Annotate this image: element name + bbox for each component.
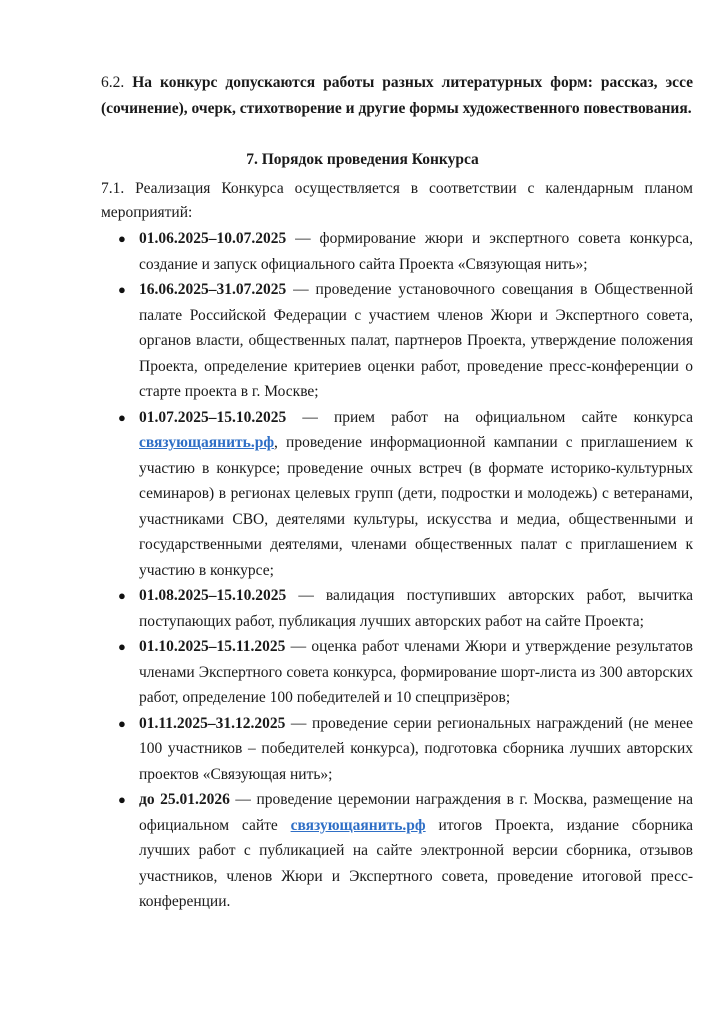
event-description-cont: итогов Проекта, издание сборника лучших работ с публикацией на сайте электронной версии сборника, отзывов участников, членов Жюри и Экспертного совета, проведение итоговой пресс-конференции. — [139, 816, 694, 910]
event-dates: до 25.01.2026 — [139, 791, 230, 808]
event-description: — оценка работ членами Жюри и утверждение результатов членами Экспертного совета конкурса, формирование шорт-листа из 300 авторских работ, определение 100 победителей и 10 спецпризёров; — [139, 638, 693, 706]
event-description: — проведение серии региональных награждений (не менее 100 участников – победителей конкурса), подготовка сборника лучших авторских проектов «Связующая нить»; — [139, 714, 693, 783]
event-dates: 16.06.2025–31.07.2025 — [139, 281, 287, 298]
list-item — [101, 711, 693, 788]
list-item — [101, 634, 693, 711]
list-item — [101, 405, 693, 584]
event-description: — формирование жюри и экспертного совета конкурса, создание и запуск официального сайта Проекта «Связующая нить»; — [139, 230, 693, 273]
paragraph-6-2 — [101, 70, 693, 122]
event-dates: 01.07.2025–15.10.2025 — [139, 408, 287, 426]
event-dates: 01.08.2025–15.10.2025 — [139, 587, 287, 604]
event-dates: 01.10.2025–15.11.2025 — [139, 638, 286, 655]
event-dates: 01.11.2025–31.12.2025 — [139, 714, 286, 732]
list-item — [101, 787, 693, 915]
list-item — [101, 226, 693, 277]
event-dates: 01.06.2025–10.07.2025 — [139, 230, 287, 247]
paragraph-7-1: 7.1. Реализация Конкурса осуществляется в соответствии с календарным планом мероприятий: — [101, 180, 693, 221]
event-description: — прием работ на официальном сайте конкурса — [286, 408, 693, 426]
paragraph-6-2-text: На конкурс допускаются работы разных литературных форм: рассказ, эссе (сочинение), очерк, стихотворение и другие формы художественного повествования. — [101, 74, 694, 117]
website-link[interactable]: связующаянить.рф — [290, 816, 426, 834]
event-description: — проведение церемонии награждения в г. Москва, размещение на официальном сайте — [139, 791, 693, 834]
paragraph-6-2-number: 6.2. — [101, 74, 125, 91]
event-description: — проведение установочного совещания в Общественной палате Российской Федерации с участием членов Жюри и Экспертного совета, органов власти, общественных палат, партнеров Проекта, утверждение положения Проекта, определение критериев оценки работ, проведение пресс-конференции о старте проекта в г. Москве; — [139, 281, 693, 400]
event-schedule-list — [101, 226, 693, 915]
section-7-heading: 7. Порядок проведения Конкурса — [246, 151, 479, 168]
event-description: — валидация поступивших авторских работ, вычитка поступающих работ, публикация лучших авторских работ на сайте Проекта; — [139, 587, 693, 630]
list-item — [101, 277, 693, 405]
website-link[interactable]: связующаянить.рф — [139, 434, 275, 451]
list-item — [101, 583, 693, 634]
event-description-cont: , проведение информационной кампании с приглашением к участию в конкурсе; проведение очных встреч (в формате историко-культурных семинаров) в регионах целевых групп (дети, подростки и молодежь) с ветеранами, участниками СВО, деятелями культуры, искусства и медиа, общественными и государственными деятелями, членами общественных палат с приглашением к участию в конкурсе; — [139, 434, 693, 579]
